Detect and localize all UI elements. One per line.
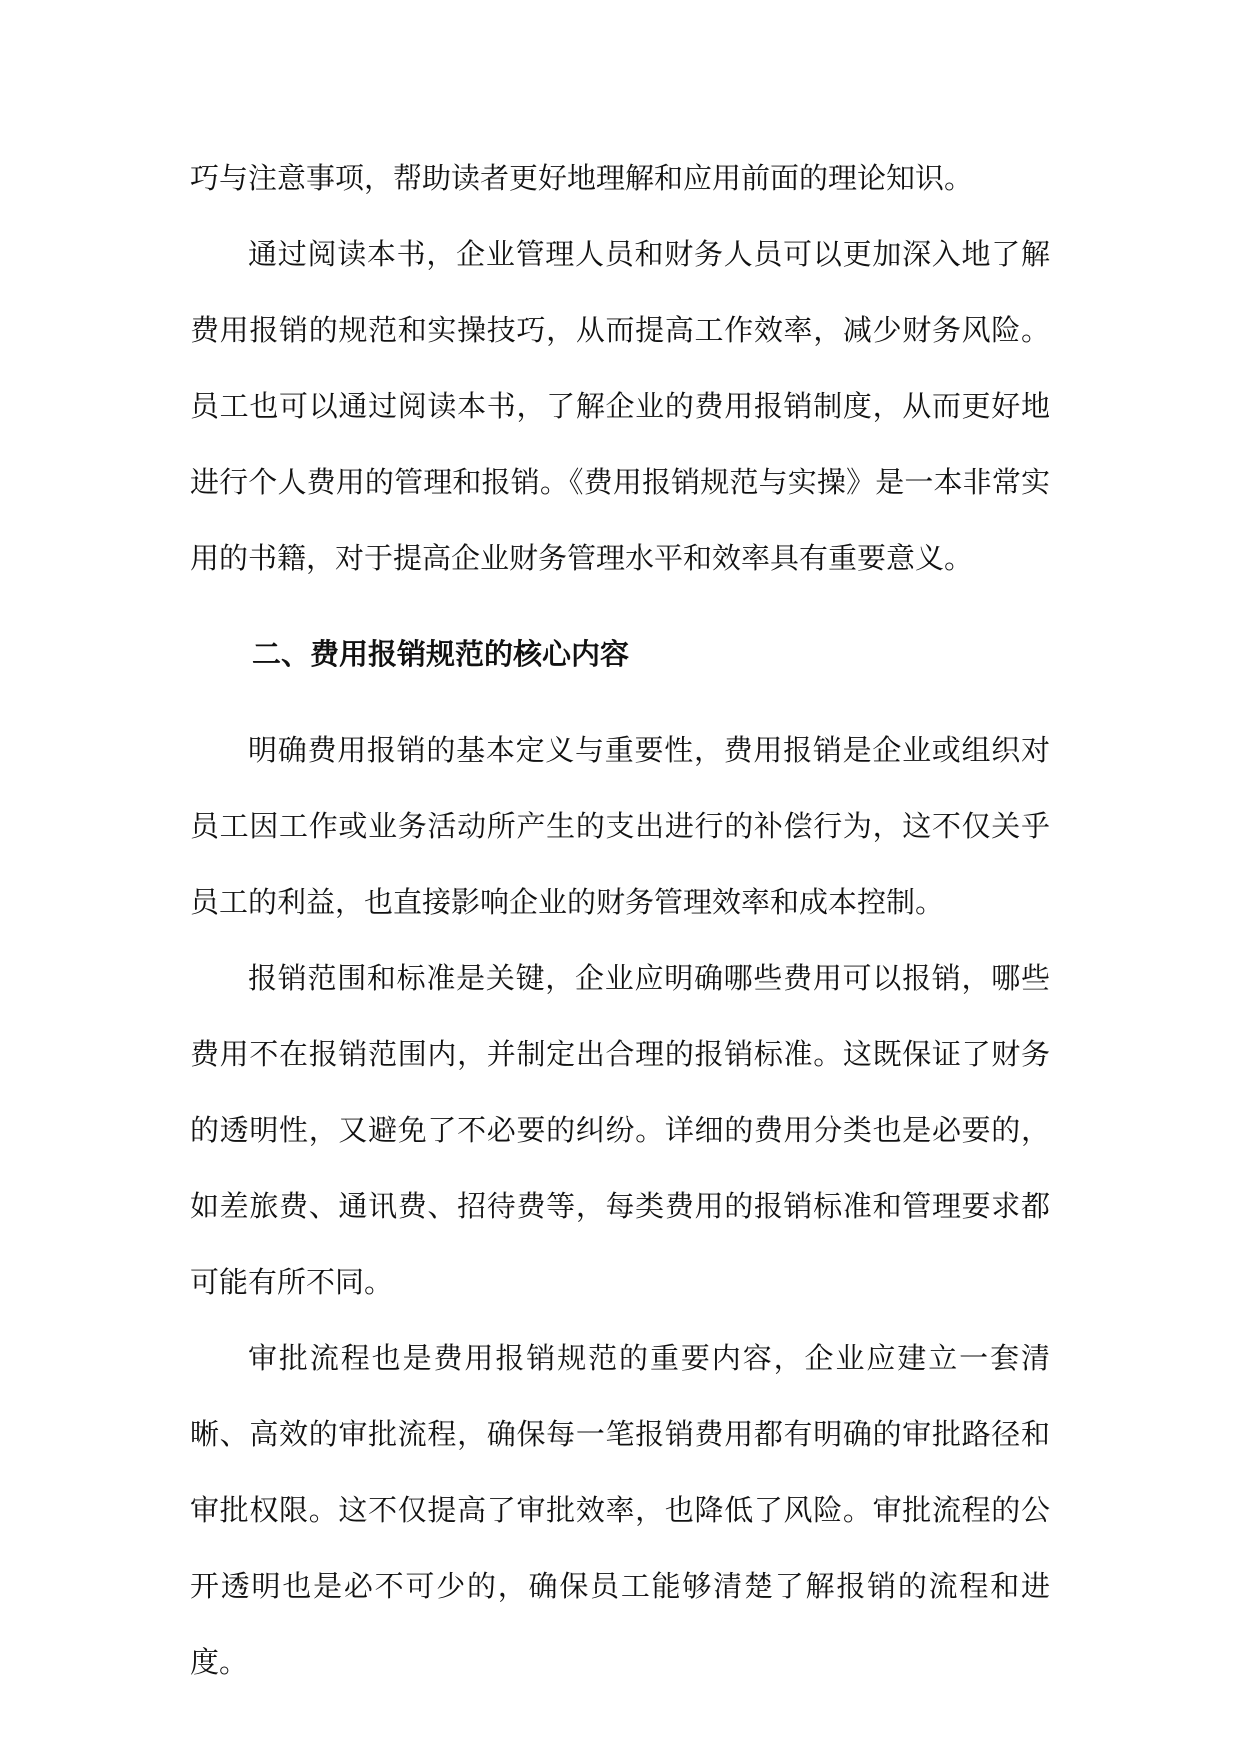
text-column [190, 140, 1050, 1700]
paragraph-scope-standards: 报销范围和标准是关键，企业应明确哪些费用可以报销，哪些费用不在报销范围内，并制定出合理的报销标准。这既保证了财务的透明性，又避免了不必要的纠纷。详细的费用分类也是必要的，如差旅费、通讯费、招待费等，每类费用的报销标准和管理要求都可能有所不同。 [190, 961, 1050, 1299]
paragraph-book-benefits: 通过阅读本书，企业管理人员和财务人员可以更加深入地了解费用报销的规范和实操技巧，从而提高工作效率，减少财务风险。员工也可以通过阅读本书，了解企业的费用报销制度，从而更好地进行个人费用的管理和报销。《费用报销规范与实操》是一本非常实用的书籍，对于提高企业财务管理水平和效率具有重要意义。 [190, 237, 1050, 575]
paragraph-continuation: 巧与注意事项，帮助读者更好地理解和应用前面的理论知识。 [190, 161, 974, 195]
paragraph-approval-process: 审批流程也是费用报销规范的重要内容，企业应建立一套清晰、高效的审批流程，确保每一笔报销费用都有明确的审批路径和审批权限。这不仅提高了审批效率，也降低了风险。审批流程的公开透明也是必不可少的，确保员工能够清楚了解报销的流程和进度。 [190, 1341, 1050, 1679]
paragraph-definition: 明确费用报销的基本定义与重要性，费用报销是企业或组织对员工因工作或业务活动所产生的支出进行的补偿行为，这不仅关乎员工的利益，也直接影响企业的财务管理效率和成本控制。 [190, 733, 1050, 919]
section-heading: 二、费用报销规范的核心内容 [252, 637, 630, 671]
